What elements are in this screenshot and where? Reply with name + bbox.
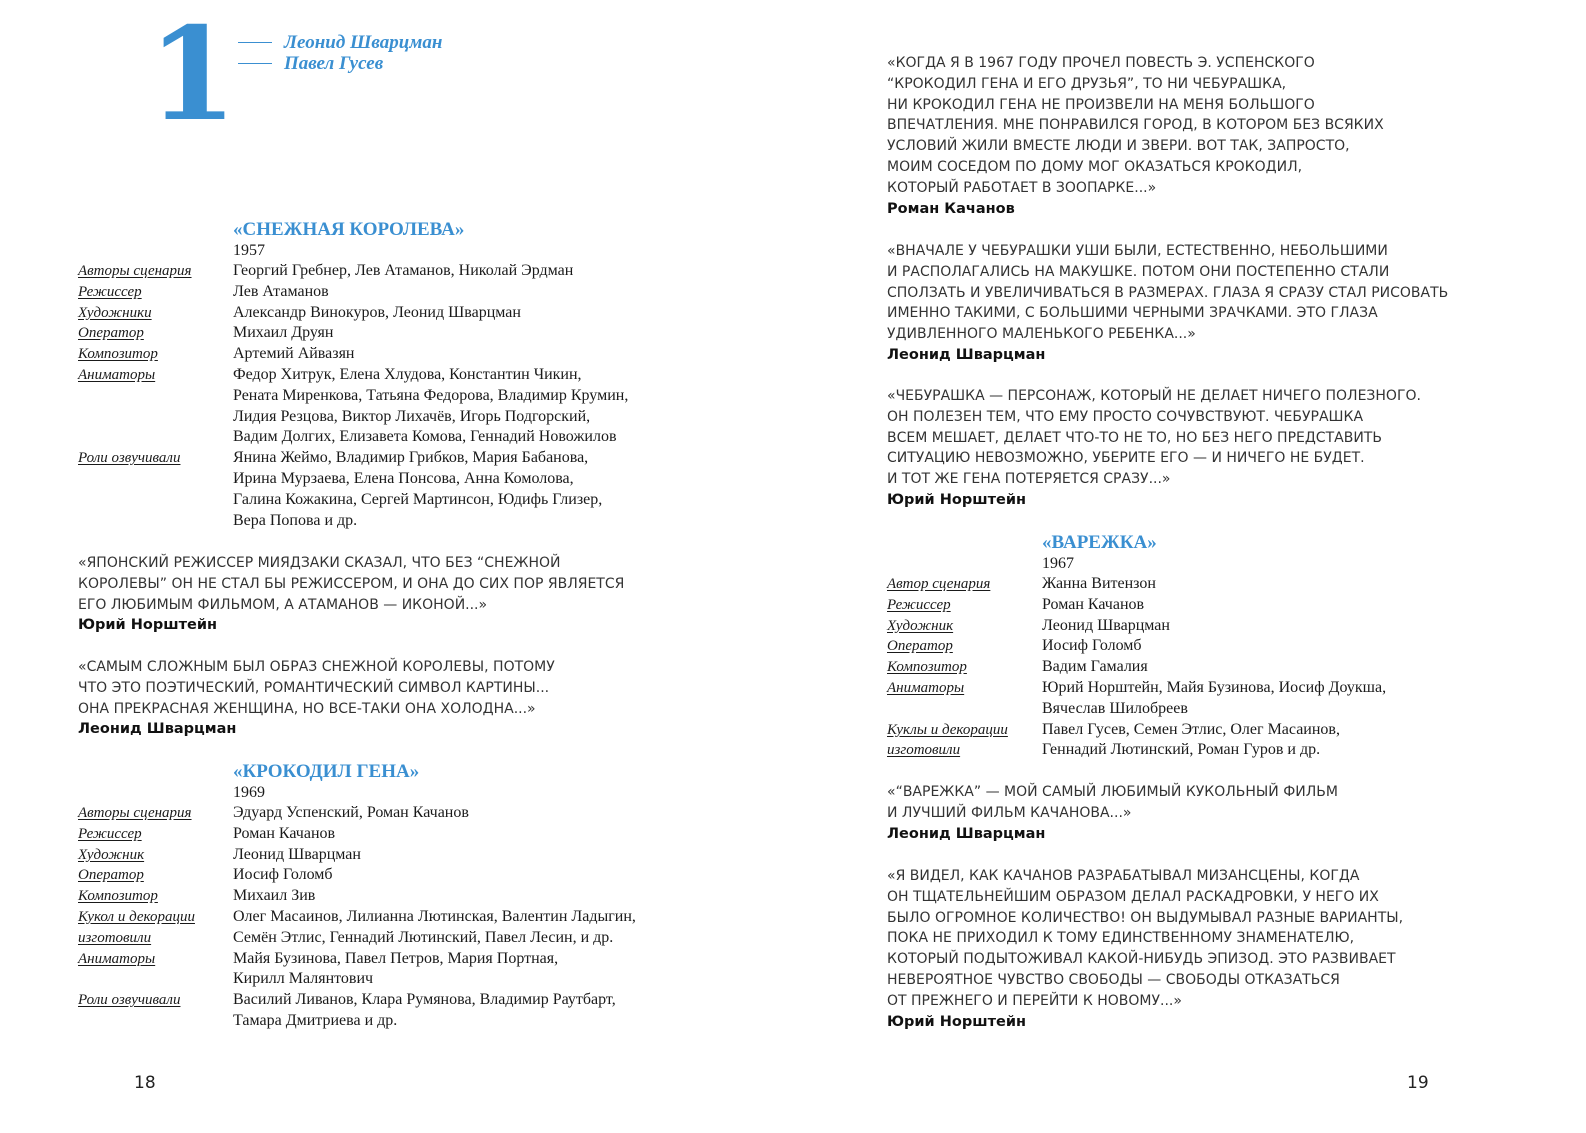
quote-line: «ВНАЧАЛЕ У ЧЕБУРАШКИ УШИ БЫЛИ, ЕСТЕСТВЕННО, НЕБОЛЬШИМИ <box>887 243 1388 259</box>
quote-author: Юрий Норштейн <box>78 617 218 634</box>
dash-decoration <box>238 42 272 44</box>
credit-role-line: Композитор <box>78 888 158 905</box>
credit-role-line: Композитор <box>887 659 967 676</box>
credit-names-line: Вадим Долгих, Елизавета Комова, Геннадий Новожилов <box>233 428 617 446</box>
quote-line: И РАСПОЛАГАЛИСЬ НА МАКУШКЕ. ПОТОМ ОНИ ПОСТЕПЕННО СТАЛИ <box>887 263 1390 280</box>
credit-row <box>78 303 778 324</box>
film-credits-snow-queen <box>78 219 778 531</box>
quote-line: “КРОКОДИЛ ГЕНА И ЕГО ДРУЗЬЯ”, ТО НИ ЧЕБУРАШКА, <box>887 75 1287 92</box>
credit-role-line: Режиссер <box>78 825 142 842</box>
credit-role-line: изготовили <box>78 929 152 946</box>
credit-role <box>78 448 233 531</box>
quote-block <box>887 782 1586 845</box>
credits-list <box>78 261 778 531</box>
quote-line: СПОЛЗАТЬ И УВЕЛИЧИВАТЬСЯ В РАЗМЕРАХ. ГЛАЗА Я СРАЗУ СТАЛ РИСОВАТЬ <box>887 284 1449 301</box>
chapter-number: 1 <box>148 0 238 150</box>
quote-line: «Я ВИДЕЛ, КАК КАЧАНОВ РАЗРАБАТЫВАЛ МИЗАНСЦЕНЫ, КОГДА <box>887 868 1360 884</box>
credit-role-line: Авторы сценария <box>78 263 192 279</box>
credit-role-line: Кукол и декорации <box>78 908 195 925</box>
credit-names-line: Вера Попова и др. <box>233 511 358 529</box>
credits-list <box>887 574 1586 761</box>
credit-row <box>78 845 778 866</box>
credit-names-line: Александр Винокуров, Леонид Шварцман <box>233 303 521 321</box>
quote-line: ИМЕННО ТАКИМИ, С БОЛЬШИМИ ЧЕРНЫМИ ЗРАЧКАМИ. ЭТО ГЛАЗА <box>887 305 1378 322</box>
credit-role-line: Художник <box>887 617 954 634</box>
credit-row <box>78 448 778 531</box>
credit-role-line: Художники <box>78 304 152 321</box>
credit-role <box>78 282 233 303</box>
credits-list <box>78 803 778 1032</box>
credit-names <box>1042 595 1144 616</box>
credit-row <box>887 595 1586 616</box>
credit-names <box>233 303 521 324</box>
film-year: 1969 <box>233 784 265 801</box>
right-page <box>793 0 1586 1133</box>
film-year: 1957 <box>233 242 265 259</box>
credit-names-line: Василий Ливанов, Клара Румянова, Владимир Раутбарт, <box>233 991 616 1009</box>
page-number: 19 <box>1407 1073 1429 1093</box>
credit-role <box>78 803 233 824</box>
film-year: 1967 <box>1042 555 1074 572</box>
quote-block <box>78 553 778 636</box>
quote-line: ОНА ПРЕКРАСНАЯ ЖЕНЩИНА, НО ВСЕ-ТАКИ ОНА ХОЛОДНА...» <box>78 700 536 717</box>
quote-line: МОИМ СОСЕДОМ ПО ДОМУ МОГ ОКАЗАТЬСЯ КРОКОДИЛ, <box>887 158 1303 175</box>
credit-role-line: Аниматоры <box>78 366 156 383</box>
credit-role <box>78 990 233 1032</box>
credit-names-line: Иосиф Голомб <box>233 866 333 884</box>
credit-row <box>78 282 778 303</box>
credit-role <box>78 949 233 991</box>
credit-names <box>233 824 335 845</box>
credit-names <box>233 448 602 531</box>
credit-names <box>233 907 636 949</box>
credit-names <box>233 323 333 344</box>
credit-role <box>887 574 1042 595</box>
credit-role <box>78 303 233 324</box>
credit-names <box>1042 636 1142 657</box>
credit-role <box>887 595 1042 616</box>
credit-role <box>887 678 1042 720</box>
credit-names <box>233 865 333 886</box>
credit-names-line: Эдуард Успенский, Роман Качанов <box>233 804 469 821</box>
credit-role <box>78 845 233 866</box>
credit-role-line: Оператор <box>887 638 953 655</box>
quote-block <box>887 241 1586 366</box>
credit-role <box>78 261 233 282</box>
credit-role <box>887 636 1042 657</box>
credit-names-line: Вадим Гамалия <box>1042 658 1148 676</box>
credit-names-line: Геннадий Лютинский, Роман Гуров и др. <box>1042 741 1321 759</box>
quote-author: Леонид Шварцман <box>887 825 1046 842</box>
quote-line: «“ВАРЕЖКА” — МОЙ САМЫЙ ЛЮБИМЫЙ КУКОЛЬНЫЙ ФИЛЬМ <box>887 784 1338 800</box>
credit-role <box>78 907 233 949</box>
credit-role-line: Аниматоры <box>887 679 965 696</box>
credit-names <box>233 886 315 907</box>
film-title: «КРОКОДИЛ ГЕНА» <box>233 761 420 782</box>
credit-role-line: Оператор <box>78 325 144 342</box>
credit-role <box>887 657 1042 678</box>
quote-line: И ЛУЧШИЙ ФИЛЬМ КАЧАНОВА...» <box>887 804 1132 821</box>
quote-text <box>887 386 1586 490</box>
credit-row <box>78 990 778 1032</box>
credit-row <box>887 574 1586 595</box>
quote-line: ЕГО ЛЮБИМЫМ ФИЛЬМОМ, А АТАМАНОВ — ИКОНОЙ...» <box>78 596 488 613</box>
quote-line: СИТУАЦИЮ НЕВОЗМОЖНО, УБЕРИТЕ ЕГО — И НИЧЕГО НЕ БУДЕТ. <box>887 450 1365 467</box>
dash-decoration <box>238 63 272 65</box>
credit-names-line: Вячеслав Шилобреев <box>1042 699 1188 717</box>
credit-names <box>233 344 355 365</box>
credit-role <box>78 886 233 907</box>
quote-text <box>78 553 778 615</box>
credit-names-line: Павел Гусев, Семен Этлис, Олег Масаинов, <box>1042 720 1340 738</box>
credit-role-line: Куклы и декорации <box>887 721 1008 738</box>
film-title: «ВАРЕЖКА» <box>1042 532 1157 553</box>
quote-text <box>887 782 1586 824</box>
quote-author: Юрий Норштейн <box>887 491 1027 508</box>
quote-text <box>78 657 778 719</box>
quote-block <box>78 657 778 740</box>
credit-names <box>1042 657 1148 678</box>
credit-role-line: Композитор <box>78 346 158 363</box>
credit-role <box>887 616 1042 637</box>
credit-row <box>78 824 778 845</box>
quote-line: КОТОРЫЙ ПОДЫТОЖИВАЛ КАКОЙ-НИБУДЬ ЭПИЗОД. ЭТО РАЗВИВАЕТ <box>887 951 1396 968</box>
quote-line: ВСЕМ МЕШАЕТ, ДЕЛАЕТ ЧТО-ТО НЕ ТО, НО БЕЗ НЕГО ПРЕДСТАВИТЬ <box>887 429 1382 446</box>
credit-role-line: Аниматоры <box>78 950 156 967</box>
credit-names-line: Рената Миренкова, Татьяна Федорова, Владимир Крумин, <box>233 386 629 404</box>
quote-author: Леонид Шварцман <box>78 721 237 738</box>
credit-names-line: Роман Качанов <box>1042 595 1145 613</box>
credit-row <box>887 678 1586 720</box>
credit-row <box>78 323 778 344</box>
credit-names-line: Жанна Витензон <box>1042 575 1156 592</box>
credit-role <box>78 323 233 344</box>
quote-line: БЫЛО ОГРОМНОЕ КОЛИЧЕСТВО! ОН ВЫДУМЫВАЛ РАЗНЫЕ ВАРИАНТЫ, <box>887 909 1404 926</box>
credit-names-line: Олег Масаинов, Лилианна Лютинская, Валентин Ладыгин, <box>233 907 636 925</box>
credit-names-line: Роман Качанов <box>233 824 336 842</box>
quote-line: ПОКА НЕ ПРИХОДИЛ К ТОМУ ЕДИНСТВЕННОМУ ЗНАМЕНАТЕЛЮ, <box>887 930 1355 947</box>
quote-block <box>887 866 1586 1033</box>
quote-line: «САМЫМ СЛОЖНЫМ БЫЛ ОБРАЗ СНЕЖНОЙ КОРОЛЕВЫ, ПОТОМУ <box>78 659 555 675</box>
credit-role <box>78 865 233 886</box>
author-line <box>238 32 442 53</box>
credit-role-line: изготовили <box>887 742 961 759</box>
credit-role-line: Режиссер <box>78 283 142 300</box>
credit-row <box>78 907 778 949</box>
credit-names <box>233 990 616 1032</box>
credit-row <box>887 720 1586 762</box>
credit-names-line: Иосиф Голомб <box>1042 637 1142 655</box>
quote-line: НЕВЕРОЯТНОЕ ЧУВСТВО СВОБОДЫ — СВОБОДЫ ОТКАЗАТЬСЯ <box>887 971 1340 988</box>
film-title: «СНЕЖНАЯ КОРОЛЕВА» <box>233 219 465 240</box>
author-name: Павел Гусев <box>284 53 384 74</box>
quote-line: ВПЕЧАТЛЕНИЯ. МНЕ ПОНРАВИЛСЯ ГОРОД, В КОТОРОМ БЕЗ ВСЯКИХ <box>887 117 1384 134</box>
credit-role <box>887 720 1042 762</box>
credit-names-line: Янина Жеймо, Владимир Грибков, Мария Бабанова, <box>233 449 589 467</box>
credit-names-line: Лев Атаманов <box>233 282 329 300</box>
credit-role-line: Роли озвучивали <box>78 992 181 1009</box>
quote-line: «КОГДА Я В 1967 ГОДУ ПРОЧЕЛ ПОВЕСТЬ Э. УСПЕНСКОГО <box>887 55 1315 71</box>
film-credits-mitten <box>887 532 1586 761</box>
quote-text <box>887 866 1586 1012</box>
author-line <box>238 53 442 74</box>
credit-row <box>78 803 778 824</box>
quote-line: ОН ПОЛЕЗЕН ТЕМ, ЧТО ЕМУ ПРОСТО СОЧУВСТВУЮТ. ЧЕБУРАШКА <box>887 408 1364 425</box>
credit-names-line: Юрий Норштейн, Майя Бузинова, Иосиф Доукша, <box>1042 678 1387 696</box>
quote-line: ЧТО ЭТО ПОЭТИЧЕСКИЙ, РОМАНТИЧЕСКИЙ СИМВОЛ КАРТИНЫ... <box>78 679 550 696</box>
credit-role-line: Оператор <box>78 867 144 884</box>
credit-row <box>887 636 1586 657</box>
quote-block <box>887 386 1586 511</box>
credit-names-line: Кирилл Малянтович <box>233 970 374 988</box>
quote-line: УДИВЛЕННОГО МАЛЕНЬКОГО РЕБЕНКА...» <box>887 326 1196 343</box>
credit-names <box>233 949 558 991</box>
credit-row <box>78 949 778 991</box>
quote-line: ОТ ПРЕЖНЕГО И ПЕРЕЙТИ К НОВОМУ...» <box>887 992 1182 1009</box>
quote-block <box>887 53 1586 220</box>
credit-names <box>233 282 329 303</box>
credit-row <box>78 261 778 282</box>
credit-names-line: Ирина Мурзаева, Елена Понсова, Анна Комолова, <box>233 469 574 487</box>
credit-names-line: Семён Этлис, Геннадий Лютинский, Павел Лесин, и др. <box>233 928 614 946</box>
credit-row <box>78 365 778 448</box>
credit-row <box>78 344 778 365</box>
credit-names-line: Федор Хитрук, Елена Хлудова, Константин Чикин, <box>233 365 582 383</box>
credit-names <box>233 365 628 448</box>
credit-row <box>887 616 1586 637</box>
credit-role-line: Художник <box>78 846 145 863</box>
credit-names-line: Артемий Айвазян <box>233 345 355 363</box>
credit-names-line: Галина Кожакина, Сергей Мартинсон, Юдифь Глизер, <box>233 490 603 508</box>
quote-line: «ЧЕБУРАШКА — ПЕРСОНАЖ, КОТОРЫЙ НЕ ДЕЛАЕТ НИЧЕГО ПОЛЕЗНОГО. <box>887 388 1421 404</box>
credit-names-line: Майя Бузинова, Павел Петров, Мария Портная, <box>233 949 559 967</box>
quote-text <box>887 53 1586 199</box>
credit-names <box>233 261 573 282</box>
quote-text <box>887 241 1586 345</box>
quote-author: Роман Качанов <box>887 200 1015 217</box>
credit-names-line: Георгий Гребнер, Лев Атаманов, Николай Эрдман <box>233 262 574 279</box>
credit-row <box>78 886 778 907</box>
credit-role <box>78 365 233 448</box>
credit-names-line: Михаил Зив <box>233 887 316 905</box>
quote-line: «ЯПОНСКИЙ РЕЖИССЕР МИЯДЗАКИ СКАЗАЛ, ЧТО БЕЗ “СНЕЖНОЙ <box>78 555 561 571</box>
credit-names <box>1042 574 1156 595</box>
credit-names <box>1042 720 1340 762</box>
credit-row <box>887 657 1586 678</box>
film-credits-crocodile-gena <box>78 761 778 1032</box>
quote-line: УСЛОВИЙ ЖИЛИ ВМЕСТЕ ЛЮДИ И ЗВЕРИ. ВОТ ТАК, ЗАПРОСТО, <box>887 138 1350 155</box>
credit-names <box>1042 616 1170 637</box>
credit-role-line: Роли озвучивали <box>78 450 181 467</box>
page-number: 18 <box>134 1073 156 1093</box>
credit-row <box>78 865 778 886</box>
credit-names-line: Лидия Резцова, Виктор Лихачёв, Игорь Подгорский, <box>233 407 591 425</box>
credit-role-line: Режиссер <box>887 596 951 613</box>
credit-names-line: Леонид Шварцман <box>233 845 361 863</box>
credit-role <box>78 824 233 845</box>
credit-role <box>78 344 233 365</box>
quote-line: ОН ТЩАТЕЛЬНЕЙШИМ ОБРАЗОМ ДЕЛАЛ РАСКАДРОВКИ, У НЕГО ИХ <box>887 888 1379 905</box>
quote-line: КОТОРЫЙ РАБОТАЕТ В ЗООПАРКЕ...» <box>887 179 1157 196</box>
quote-line: НИ КРОКОДИЛ ГЕНА НЕ ПРОИЗВЕЛИ НА МЕНЯ БОЛЬШОГО <box>887 96 1315 113</box>
credit-role-line: Авторы сценария <box>78 805 192 821</box>
credit-names-line: Тамара Дмитриева и др. <box>233 1011 398 1029</box>
quote-author: Юрий Норштейн <box>887 1013 1027 1030</box>
author-name: Леонид Шварцман <box>284 32 443 53</box>
quote-line: КОРОЛЕВЫ” ОН НЕ СТАЛ БЫ РЕЖИССЕРОМ, И ОНА ДО СИХ ПОР ЯВЛЯЕТСЯ <box>78 575 625 592</box>
credit-role-line: Автор сценария <box>887 576 991 592</box>
quote-author: Леонид Шварцман <box>887 346 1046 363</box>
credit-names-line: Михаил Друян <box>233 324 334 342</box>
chapter-authors <box>238 32 442 74</box>
credit-names <box>233 803 469 824</box>
credit-names <box>233 845 361 866</box>
credit-names <box>1042 678 1386 720</box>
credit-names-line: Леонид Шварцман <box>1042 616 1170 634</box>
quote-line: И ТОТ ЖЕ ГЕНА ПОТЕРЯЕТСЯ СРАЗУ...» <box>887 471 1171 488</box>
